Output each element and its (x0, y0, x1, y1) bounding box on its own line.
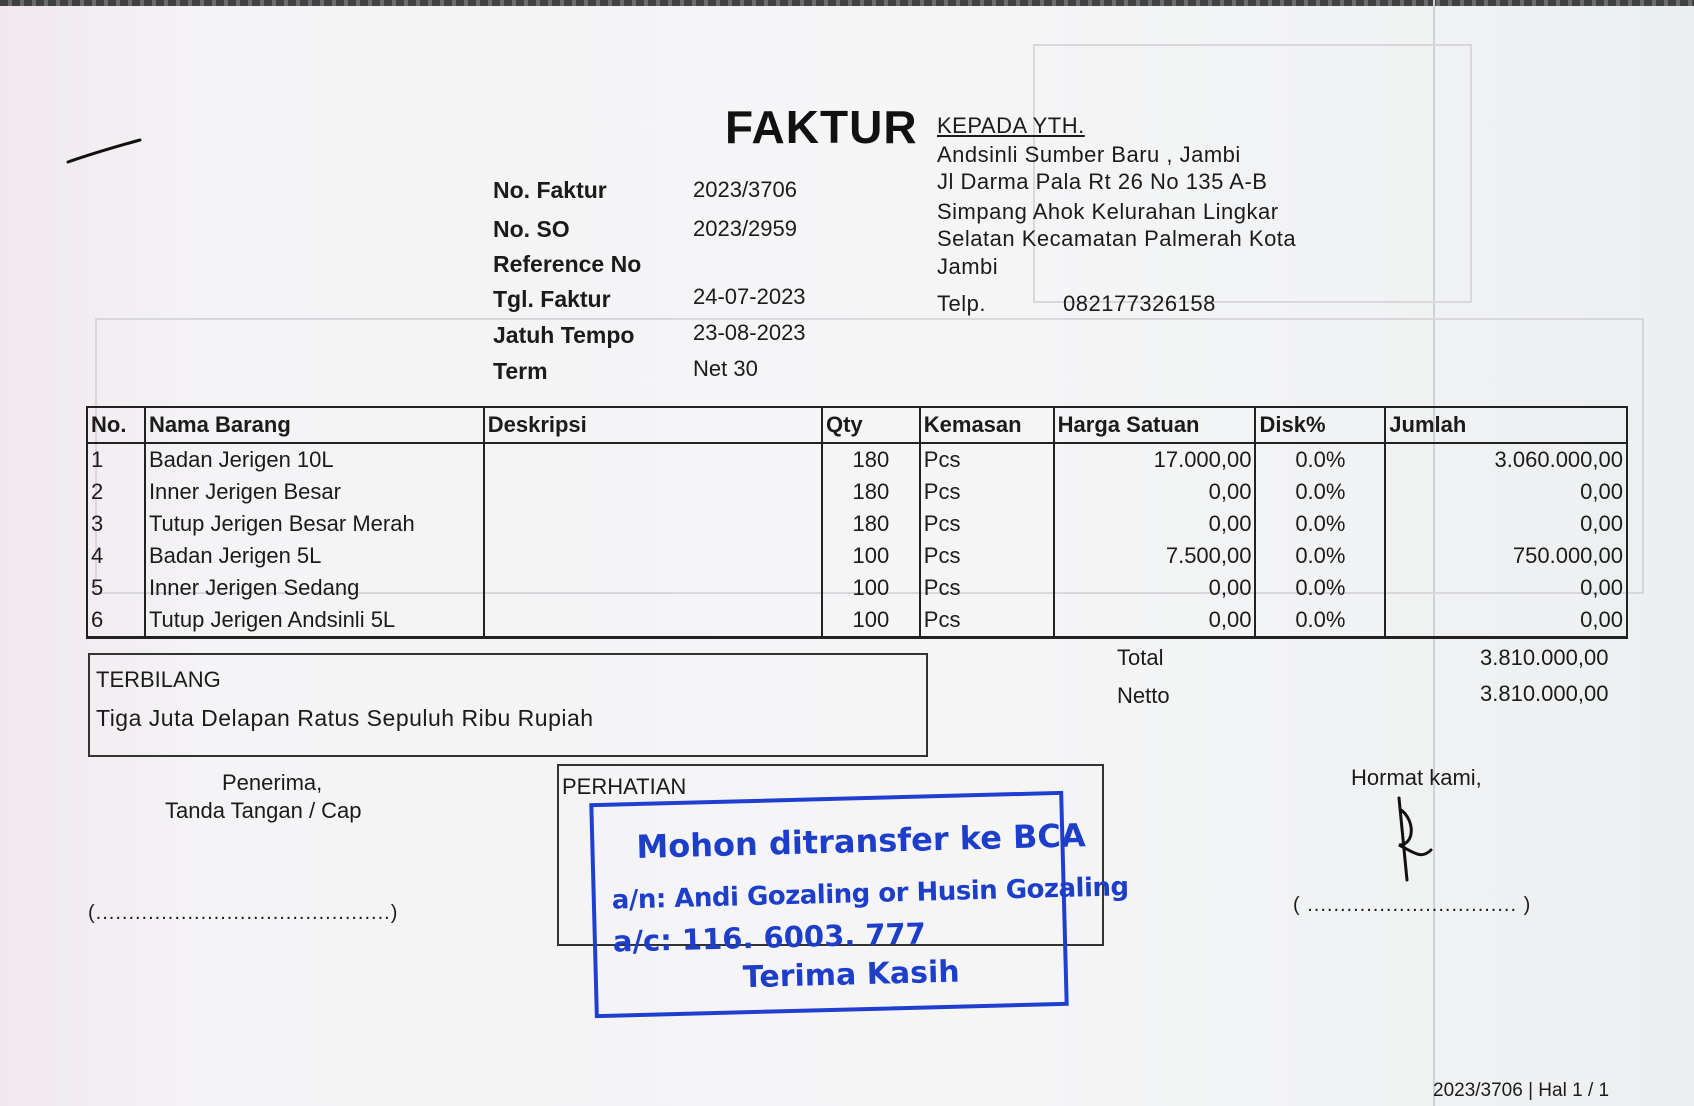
cell-nama: Inner Jerigen Besar (145, 476, 484, 508)
handwritten-signature-icon (1385, 790, 1445, 890)
col-header-jumlah: Jumlah (1385, 407, 1627, 443)
cell-jumlah: 3.060.000,00 (1385, 443, 1627, 476)
cell-harga: 0,00 (1054, 572, 1256, 604)
cell-harga: 0,00 (1054, 604, 1256, 638)
tgl-faktur-label: Tgl. Faktur (493, 286, 611, 312)
term-label: Term (493, 358, 548, 384)
col-header-deskripsi: Deskripsi (484, 407, 822, 443)
document-title: FAKTUR (725, 101, 918, 153)
cell-disk: 0.0% (1255, 540, 1385, 572)
table-row (87, 476, 1627, 508)
stamp-line-4: Terima Kasih (742, 954, 961, 996)
cell-jumlah: 750.000,00 (1385, 540, 1627, 572)
bank-transfer-stamp (589, 791, 1129, 1018)
address-line-4: Selatan Kecamatan Palmerah Kota (937, 226, 1297, 251)
cell-nama: Tutup Jerigen Besar Merah (145, 508, 484, 540)
table-row (87, 540, 1627, 572)
cell-desk (484, 443, 822, 476)
cell-kemasan: Pcs (920, 443, 1054, 476)
cell-disk: 0.0% (1255, 604, 1385, 638)
cell-harga: 17.000,00 (1054, 443, 1256, 476)
terbilang-box (88, 653, 928, 757)
no-faktur-value: 2023/3706 (693, 177, 797, 202)
cell-disk: 0.0% (1255, 476, 1385, 508)
page-indicator: 2023/3706 | Hal 1 / 1 (1433, 1080, 1610, 1101)
telp-value: 082177326158 (1063, 291, 1216, 316)
cell-desk (484, 476, 822, 508)
hormat-kami-label: Hormat kami, (1351, 765, 1482, 790)
cell-jumlah: 0,00 (1385, 508, 1627, 540)
cell-disk: 0.0% (1255, 508, 1385, 540)
jatuh-tempo-label: Jatuh Tempo (493, 322, 635, 348)
cell-kemasan: Pcs (920, 604, 1054, 638)
cell-kemasan: Pcs (920, 540, 1054, 572)
cell-qty: 100 (822, 604, 920, 638)
cell-desk (484, 540, 822, 572)
table-row (87, 572, 1627, 604)
cell-no: 1 (87, 443, 145, 476)
address-line-3: Simpang Ahok Kelurahan Lingkar (937, 199, 1279, 224)
cell-harga: 0,00 (1054, 508, 1256, 540)
cell-disk: 0.0% (1255, 443, 1385, 476)
cell-nama: Tutup Jerigen Andsinli 5L (145, 604, 484, 638)
signature-line-receiver: (.............................................) (88, 902, 399, 924)
total-value: 3.810.000,00 (1480, 645, 1609, 670)
address-line-5: Jambi (937, 254, 999, 279)
items-table (86, 406, 1628, 639)
table-row (87, 443, 1627, 476)
stamp-line-1: Mohon ditransfer ke BCA (635, 816, 1087, 867)
total-label: Total (1117, 645, 1164, 670)
col-header-disk: Disk% (1255, 407, 1385, 443)
table-row (87, 604, 1627, 638)
cell-kemasan: Pcs (920, 572, 1054, 604)
cell-kemasan: Pcs (920, 508, 1054, 540)
no-so-value: 2023/2959 (693, 216, 797, 241)
table-header-row (87, 407, 1627, 443)
stamp-line-3: a/c: 116. 6003. 777 (612, 916, 927, 959)
address-line-2: Jl Darma Pala Rt 26 No 135 A-B (937, 169, 1268, 194)
cell-harga: 0,00 (1054, 476, 1256, 508)
cell-harga: 7.500,00 (1054, 540, 1256, 572)
cell-qty: 180 (822, 476, 920, 508)
netto-label: Netto (1117, 683, 1170, 708)
no-so-label: No. SO (493, 216, 570, 242)
cell-no: 5 (87, 572, 145, 604)
penerima-label: Penerima, (222, 770, 323, 795)
col-header-qty: Qty (822, 407, 920, 443)
cell-desk (484, 508, 822, 540)
col-header-nama: Nama Barang (145, 407, 484, 443)
col-header-harga: Harga Satuan (1054, 407, 1256, 443)
tgl-faktur-value: 24-07-2023 (693, 284, 806, 309)
cell-no: 2 (87, 476, 145, 508)
cell-qty: 180 (822, 443, 920, 476)
cell-nama: Badan Jerigen 5L (145, 540, 484, 572)
cell-desk (484, 604, 822, 638)
cell-nama: Badan Jerigen 10L (145, 443, 484, 476)
cell-jumlah: 0,00 (1385, 604, 1627, 638)
terbilang-text: Tiga Juta Delapan Ratus Sepuluh Ribu Rupiah (96, 705, 594, 731)
cell-no: 4 (87, 540, 145, 572)
col-header-no: No. (87, 407, 145, 443)
perhatian-label: PERHATIAN (562, 774, 687, 799)
netto-value: 3.810.000,00 (1480, 681, 1609, 706)
terbilang-label: TERBILANG (96, 667, 221, 692)
cell-qty: 180 (822, 508, 920, 540)
cell-no: 6 (87, 604, 145, 638)
cell-nama: Inner Jerigen Sedang (145, 572, 484, 604)
cell-qty: 100 (822, 540, 920, 572)
cell-desk (484, 572, 822, 604)
kepada-label: KEPADA YTH. (937, 113, 1085, 138)
cell-kemasan: Pcs (920, 476, 1054, 508)
table-row (87, 508, 1627, 540)
tanda-tangan-label: Tanda Tangan / Cap (165, 798, 362, 823)
pen-mark-icon (66, 134, 146, 170)
cell-qty: 100 (822, 572, 920, 604)
reference-label: Reference No (493, 251, 642, 277)
cell-no: 3 (87, 508, 145, 540)
term-value: Net 30 (693, 356, 758, 381)
no-faktur-label: No. Faktur (493, 177, 607, 203)
col-header-kemasan: Kemasan (920, 407, 1054, 443)
perforation-edge (0, 0, 1694, 6)
address-line-1: Andsinli Sumber Baru , Jambi (937, 142, 1241, 167)
cell-disk: 0.0% (1255, 572, 1385, 604)
jatuh-tempo-value: 23-08-2023 (693, 320, 806, 345)
cell-jumlah: 0,00 (1385, 476, 1627, 508)
telp-label: Telp. (937, 291, 986, 316)
stamp-line-2: a/n: Andi Gozaling or Husin Gozaling (611, 872, 1129, 916)
signature-line-sender: ( ................................ ) (1293, 894, 1532, 916)
cell-jumlah: 0,00 (1385, 572, 1627, 604)
